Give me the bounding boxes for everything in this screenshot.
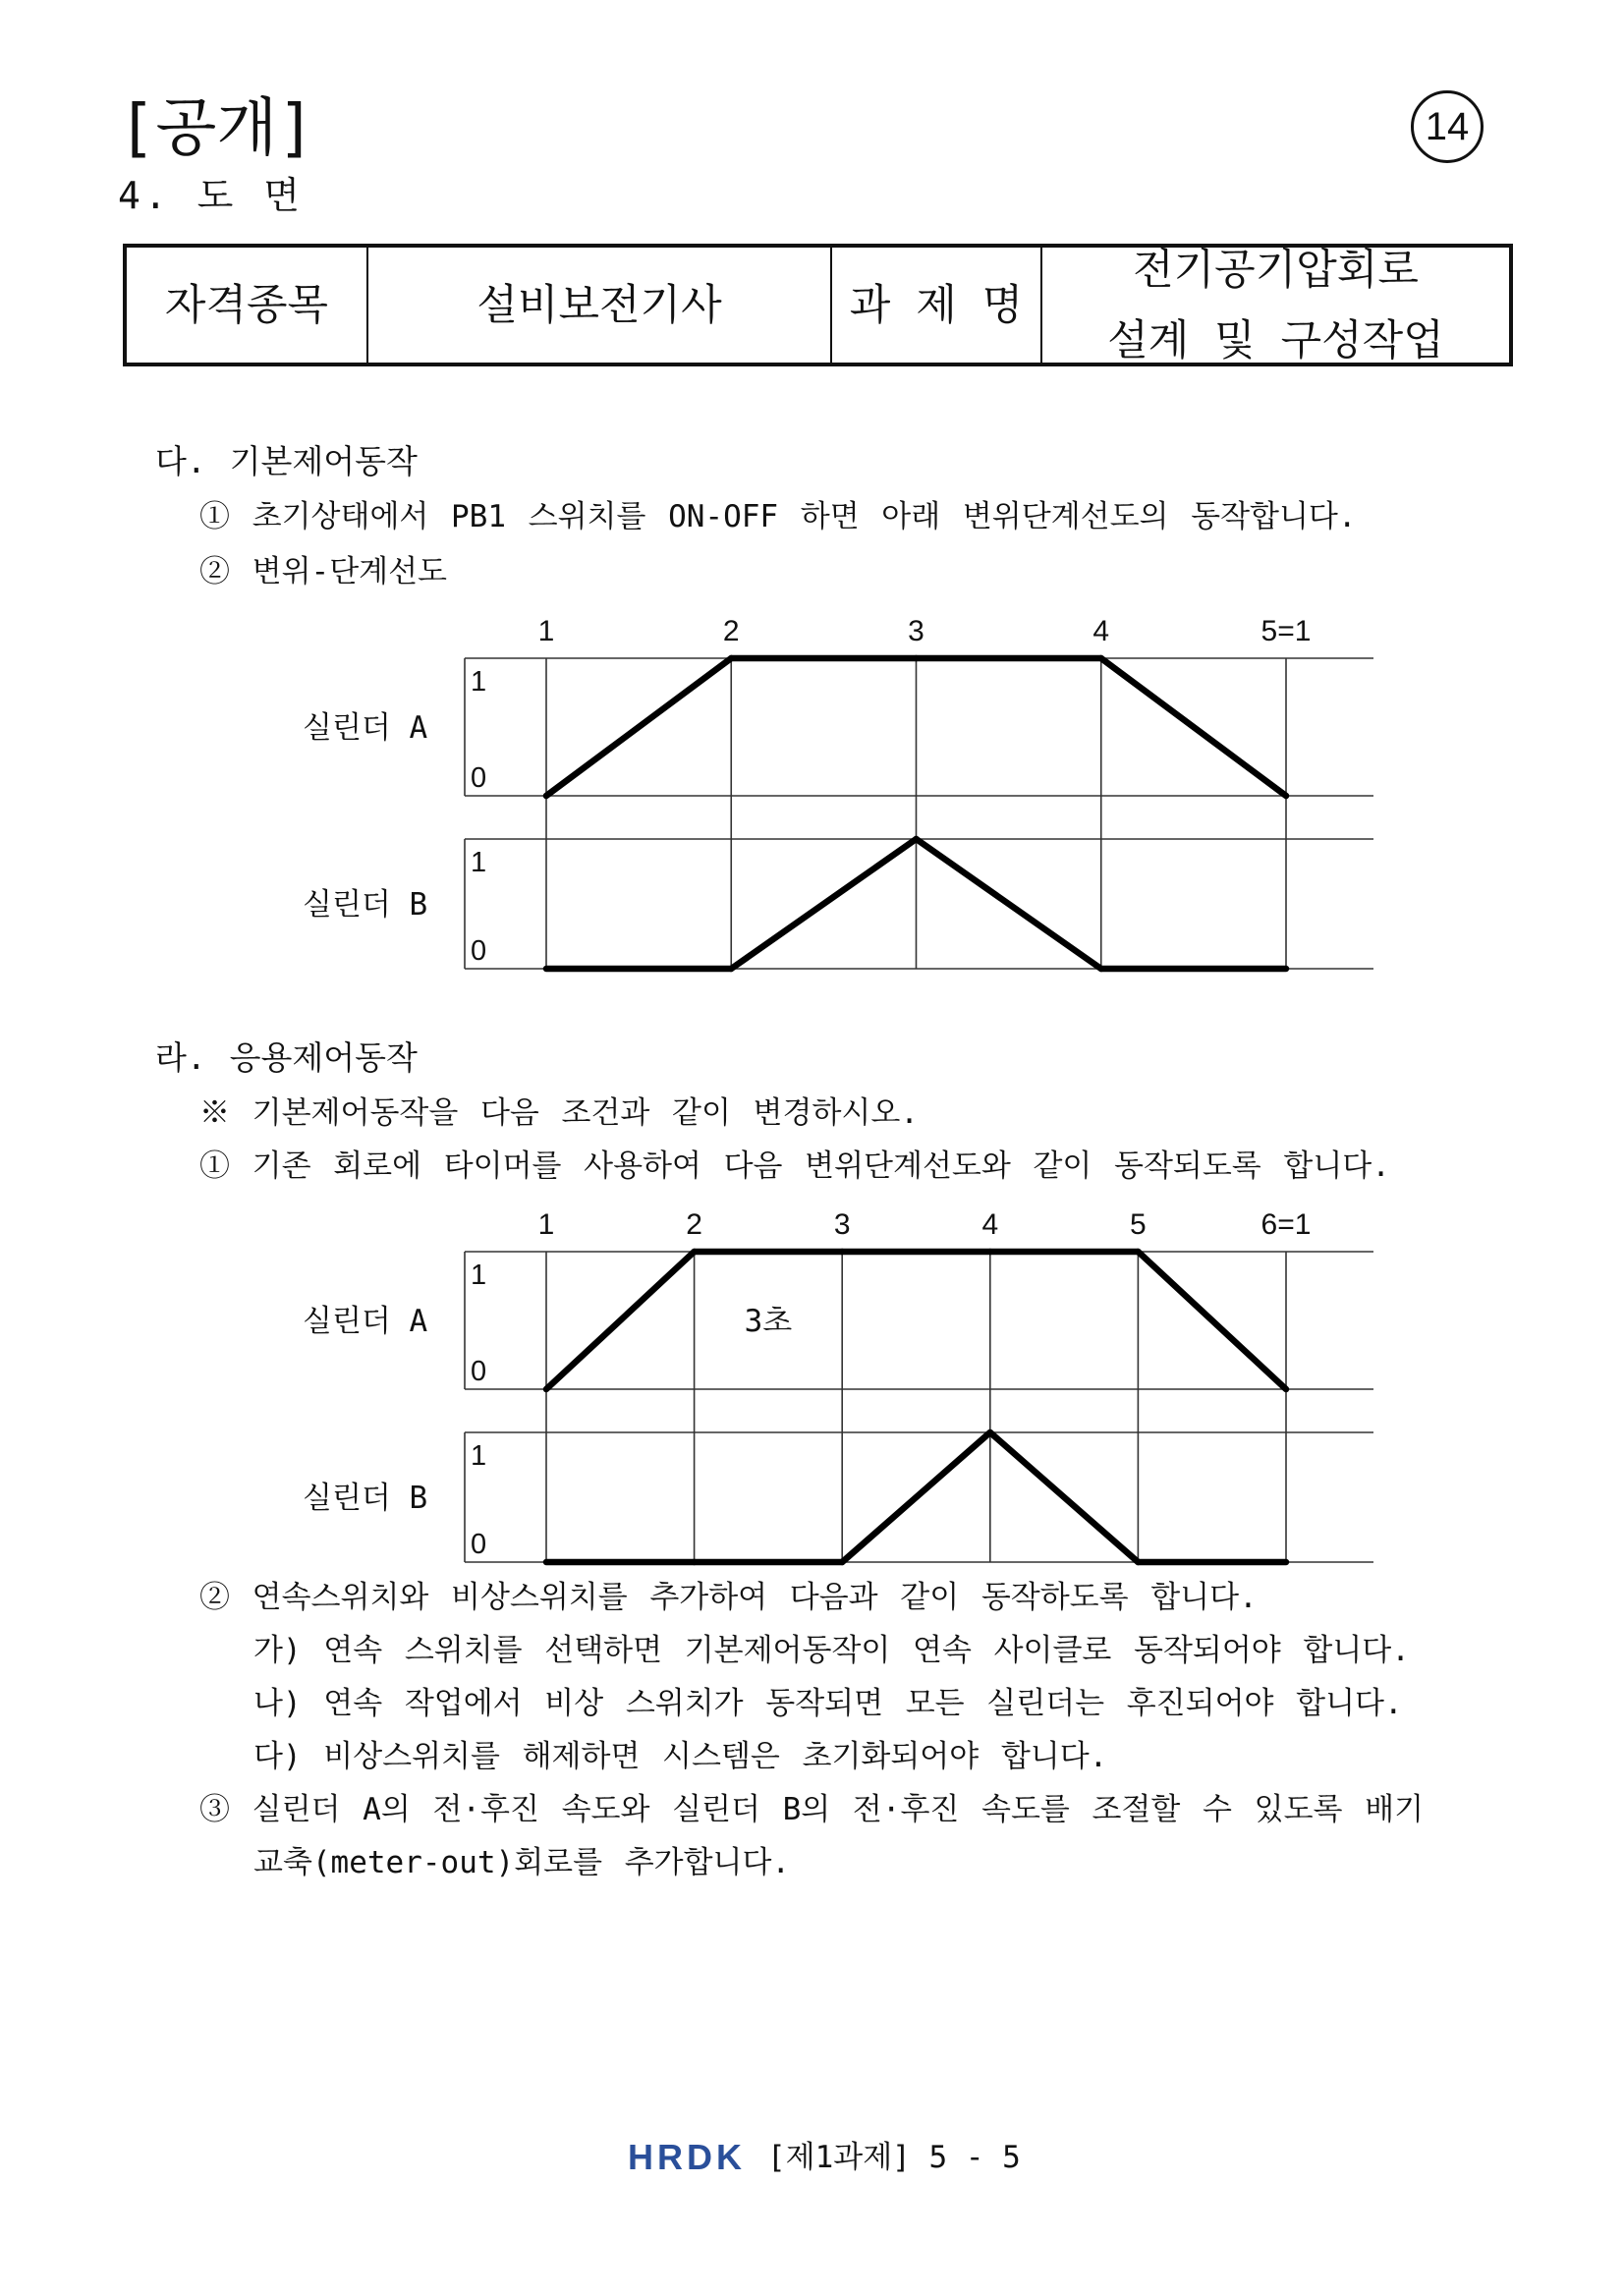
page-number: 14 (1425, 105, 1470, 148)
cylinder-a-displacement-segment (1101, 658, 1286, 796)
cylinder-a-label: 실린더 A (303, 710, 428, 746)
cylinder-b-label: 실린더 B (303, 1481, 428, 1516)
cylinder-b-label: 실린더 B (303, 887, 428, 923)
hrdk-logo: HRDK (628, 2137, 746, 2177)
step-label: 4 (981, 1208, 999, 1241)
timer-annotation: 3초 (744, 1304, 793, 1339)
footer-page-label: [제1과제] 5 - 5 (767, 2140, 1021, 2175)
applied-control-item: ① 기존 회로에 타이머를 사용하여 다음 변위단계선도와 같이 동작되도록 합니다. (199, 1148, 1390, 1184)
cylinder-b-displacement-segment (842, 1432, 990, 1562)
applied-control-subitem: 나) 연속 작업에서 비상 스위치가 동작되면 모든 실린더는 후진되어야 합니다. (253, 1686, 1403, 1721)
cylinder-b-displacement-segment (731, 839, 916, 969)
step-label: 4 (1092, 615, 1110, 647)
step-label: 2 (686, 1208, 702, 1241)
applied-control-heading: 라. 응용제어동작 (155, 1038, 418, 1077)
step-label: 1 (537, 615, 555, 647)
applied-control-item: ② 연속스위치와 비상스위치를 추가하여 다음과 같이 동작하도록 합니다. (199, 1580, 1258, 1615)
step-label: 5 (1130, 1208, 1147, 1241)
cylinder-a-level-1-label: 1 (471, 666, 487, 698)
info-table (123, 244, 1513, 366)
applied-control-subitem: 다) 비상스위치를 해제하면 시스템은 초기화되어야 합니다. (253, 1739, 1108, 1774)
task-value-line: 전기공기압회로 (1133, 245, 1419, 295)
cylinder-a-level-0-label: 0 (471, 1356, 487, 1387)
cylinder-a-displacement-segment (1138, 1252, 1286, 1389)
cylinder-a-displacement-segment (546, 658, 731, 796)
cylinder-b-level-1-label: 1 (471, 1440, 487, 1472)
cylinder-b-level-0-label: 0 (471, 1529, 487, 1560)
step-label: 6=1 (1260, 1208, 1312, 1241)
qualification-label: 자격종목 (164, 280, 329, 330)
applied-control-item: ③ 실린더 A의 전·후진 속도와 실린더 B의 전·후진 속도를 조절할 수 있도록 배기 (199, 1792, 1425, 1827)
applied-displacement-step-diagram (275, 1191, 1385, 1574)
task-value-line: 설계 및 구성작업 (1107, 315, 1444, 365)
applied-control-note: ※ 기본제어동작을 다음 조건과 같이 변경하시오. (199, 1095, 919, 1131)
basic-control-item: ① 초기상태에서 PB1 스위치를 ON-OFF 하면 아래 변위단계선도의 동작합니다. (199, 499, 1357, 534)
section-title: 4. 도 면 (118, 174, 304, 217)
cylinder-b-level-0-label: 0 (471, 935, 487, 967)
page-number-badge (1411, 90, 1484, 163)
cylinder-a-level-0-label: 0 (471, 762, 487, 794)
cylinder-a-displacement-segment (546, 1252, 695, 1389)
cylinder-a-label: 실린더 A (303, 1304, 428, 1339)
cylinder-b-displacement-segment (917, 839, 1101, 969)
step-label: 2 (722, 615, 740, 647)
cylinder-a-level-1-label: 1 (471, 1260, 487, 1291)
step-label: 5=1 (1260, 615, 1312, 647)
step-label: 3 (833, 1208, 851, 1241)
cylinder-b-displacement-segment (990, 1432, 1139, 1562)
cylinder-b-level-1-label: 1 (471, 847, 487, 878)
step-label: 3 (908, 615, 924, 647)
basic-control-item: ② 변위-단계선도 (199, 554, 448, 589)
task-label: 과 제 명 (830, 248, 1040, 363)
page-footer (628, 2138, 1021, 2177)
qualification-value: 설비보전기사 (366, 248, 830, 363)
applied-control-item-continuation: 교축(meter-out)회로를 추가합니다. (253, 1845, 791, 1880)
applied-control-subitem: 가) 연속 스위치를 선택하면 기본제어동작이 연속 사이클로 동작되어야 합니다. (253, 1633, 1410, 1668)
disclosure-label: [공개] (118, 92, 315, 165)
task-value (1040, 245, 1509, 365)
basic-displacement-step-diagram (275, 597, 1385, 976)
step-label: 1 (537, 1208, 555, 1241)
basic-control-heading: 다. 기본제어동작 (155, 442, 418, 480)
